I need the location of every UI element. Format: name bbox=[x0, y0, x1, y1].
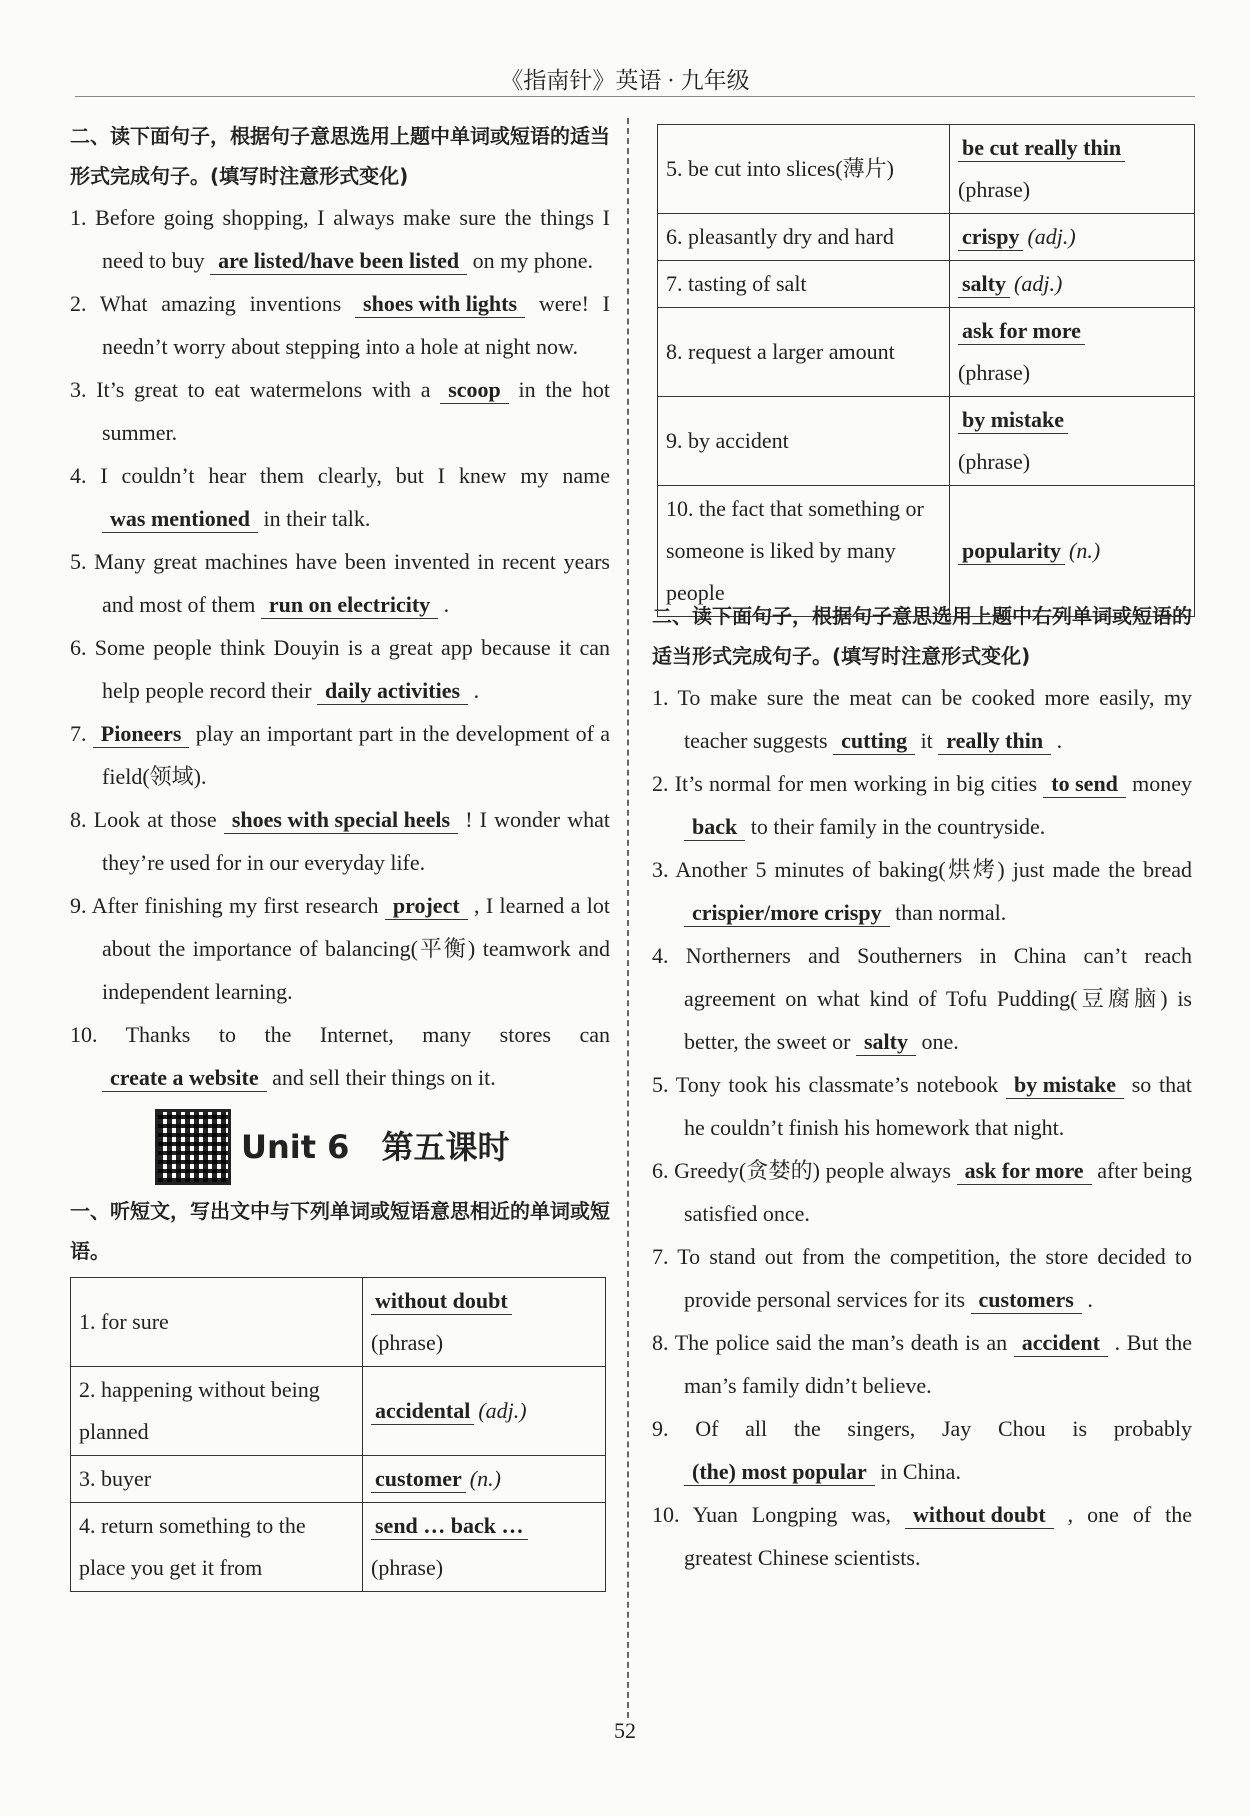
answer-blank: back bbox=[684, 814, 745, 841]
answer-blank: ask for more bbox=[957, 1158, 1092, 1185]
answer-blank: by mistake bbox=[1006, 1072, 1124, 1099]
table-row bbox=[658, 397, 1195, 486]
exercise-item bbox=[70, 884, 610, 1013]
exercise-item bbox=[652, 676, 1192, 762]
answer-cell bbox=[950, 397, 1195, 486]
item-text: . bbox=[1087, 1287, 1093, 1312]
page-number: 52 bbox=[614, 1718, 636, 1743]
item-text: 6. Some people think Douyin is a great app because it can help people record their bbox=[70, 635, 610, 703]
right-items bbox=[652, 676, 1192, 1579]
answer-blank: customers bbox=[971, 1287, 1082, 1314]
column-divider bbox=[627, 118, 629, 1718]
answer-blank: be cut really thin bbox=[958, 135, 1125, 162]
item-text: to their family in the countryside. bbox=[750, 814, 1046, 839]
table-row bbox=[71, 1456, 606, 1503]
item-text: 9. Of all the singers, Jay Chou is probably bbox=[652, 1416, 1192, 1441]
answer-blank: salty bbox=[856, 1029, 916, 1056]
item-text: money bbox=[1132, 771, 1193, 796]
item-text: 5. Tony took his classmate’s notebook bbox=[652, 1072, 999, 1097]
exercise-item bbox=[70, 196, 610, 282]
item-text: so that he couldn’t finish his homework that night. bbox=[684, 1072, 1192, 1140]
page-header: 《指南针》英语 · 九年级 bbox=[500, 68, 750, 93]
section-heading-fill-right: 二、读下面句子，根据句子意思选用上题中右列单词或短语的适当形式完成句子。(填写时注意形式变化) bbox=[652, 604, 1192, 668]
item-text: play an important part in the development of a field(领域). bbox=[102, 721, 611, 789]
item-text: 3. Another 5 minutes of baking(烘烤) just made the bread bbox=[652, 857, 1192, 882]
definition-cell: 8. request a larger amount bbox=[658, 308, 950, 397]
part-of-speech: (phrase) bbox=[958, 449, 1031, 474]
item-text: were! I needn’t worry about stepping into a hole at night now. bbox=[102, 291, 611, 359]
part-of-speech: (n.) bbox=[1069, 538, 1101, 563]
exercise-item bbox=[70, 540, 610, 626]
table-row bbox=[71, 1367, 606, 1456]
exercise-item bbox=[70, 712, 610, 798]
answer-cell bbox=[950, 308, 1195, 397]
item-text: 8. The police said the man’s death is an bbox=[652, 1330, 1008, 1355]
exercise-item bbox=[652, 1149, 1192, 1235]
item-text: 10. Yuan Longping was, bbox=[652, 1502, 892, 1527]
vocab-table-right bbox=[657, 124, 1195, 617]
answer-blank: to send bbox=[1043, 771, 1126, 798]
item-text: 2. What amazing inventions bbox=[70, 291, 342, 316]
exercise-item bbox=[652, 1407, 1192, 1493]
answer-cell bbox=[950, 214, 1195, 261]
definition-cell: 5. be cut into slices(薄片) bbox=[658, 125, 950, 214]
exercise-item bbox=[70, 626, 610, 712]
answer-blank: Pioneers bbox=[93, 721, 190, 748]
item-text: in their talk. bbox=[263, 506, 371, 531]
exercise-item bbox=[652, 934, 1192, 1063]
exercise-item bbox=[70, 454, 610, 540]
item-text: in China. bbox=[880, 1459, 961, 1484]
item-text: than normal. bbox=[895, 900, 1007, 925]
exercise-item bbox=[70, 282, 610, 368]
exercise-item bbox=[652, 1063, 1192, 1149]
part-of-speech: (n.) bbox=[469, 1466, 501, 1491]
answer-blank: salty bbox=[958, 271, 1010, 298]
item-text: . But the man’s family didn’t believe. bbox=[684, 1330, 1193, 1398]
answer-blank: accident bbox=[1014, 1330, 1108, 1357]
answer-blank: customer bbox=[371, 1466, 466, 1493]
part-of-speech: (adj.) bbox=[1014, 271, 1063, 296]
answer-blank: send … back … bbox=[371, 1513, 528, 1540]
table-row bbox=[658, 308, 1195, 397]
item-text: 7. To stand out from the competition, the store decided to provide personal services for its bbox=[652, 1244, 1192, 1312]
table-row bbox=[71, 1278, 606, 1367]
item-text: 4. I couldn’t hear them clearly, but I knew my name bbox=[70, 463, 610, 488]
item-text: 1. To make sure the meat can be cooked more easily, my teacher suggests bbox=[652, 685, 1192, 753]
answer-blank: ask for more bbox=[958, 318, 1085, 345]
answer-cell bbox=[363, 1278, 606, 1367]
definition-cell: 1. for sure bbox=[71, 1278, 363, 1367]
answer-blank: cutting bbox=[833, 728, 915, 755]
part-of-speech: (adj.) bbox=[478, 1398, 527, 1423]
answer-blank: scoop bbox=[440, 377, 509, 404]
definition-cell: 4. return something to the place you get it from bbox=[71, 1503, 363, 1592]
answer-blank: are listed/have been listed bbox=[210, 248, 467, 275]
answer-cell bbox=[363, 1367, 606, 1456]
answer-blank: crispier/more crispy bbox=[684, 900, 890, 927]
item-text: 6. Greedy(贪婪的) people always bbox=[652, 1158, 951, 1183]
definition-cell: 2. happening without being planned bbox=[71, 1367, 363, 1456]
exercise-item bbox=[652, 848, 1192, 934]
section-heading-fill: 二、读下面句子，根据句子意思选用上题中单词或短语的适当形式完成句子。(填写时注意形式变化) bbox=[70, 124, 610, 188]
answer-blank: crispy bbox=[958, 224, 1023, 251]
part-of-speech: (phrase) bbox=[371, 1330, 444, 1355]
definition-cell: 10. the fact that something or someone is liked by many people bbox=[658, 486, 950, 617]
item-text: on my phone. bbox=[472, 248, 594, 273]
part-of-speech: (phrase) bbox=[958, 177, 1031, 202]
exercise-item bbox=[70, 368, 610, 454]
answer-blank: shoes with lights bbox=[355, 291, 525, 318]
item-text: in the hot summer. bbox=[102, 377, 611, 445]
answer-blank: accidental bbox=[371, 1398, 474, 1425]
table-row bbox=[71, 1503, 606, 1592]
item-text: . bbox=[443, 592, 450, 617]
item-text: 4. Northerners and Southerners in China can’t reach agreement on what kind of Tofu Pudding(豆腐脑) is better, the sweet or bbox=[652, 943, 1192, 1054]
item-text: one. bbox=[921, 1029, 959, 1054]
answer-blank: run on electricity bbox=[261, 592, 438, 619]
exercise-item bbox=[652, 1493, 1192, 1579]
unit-header bbox=[155, 1109, 610, 1185]
exercise-item bbox=[652, 1321, 1192, 1407]
exercise-item bbox=[70, 798, 610, 884]
part-of-speech: (phrase) bbox=[371, 1555, 444, 1580]
item-text: 7. bbox=[70, 721, 87, 746]
item-text: , one of the greatest Chinese scientists. bbox=[684, 1502, 1193, 1570]
definition-cell: 6. pleasantly dry and hard bbox=[658, 214, 950, 261]
answer-blank: popularity bbox=[958, 538, 1065, 565]
answer-blank: was mentioned bbox=[102, 506, 258, 533]
item-text: ! I wonder what they’re used for in our everyday life. bbox=[102, 807, 611, 875]
item-text: 2. It’s normal for men working in big cities bbox=[652, 771, 1038, 796]
table-row bbox=[658, 125, 1195, 214]
item-text: it bbox=[920, 728, 933, 753]
vocab-table-left bbox=[70, 1277, 606, 1592]
answer-cell bbox=[950, 261, 1195, 308]
answer-blank: without doubt bbox=[371, 1288, 512, 1315]
item-text: and sell their things on it. bbox=[272, 1065, 496, 1090]
item-text: . bbox=[473, 678, 480, 703]
part-of-speech: (adj.) bbox=[1027, 224, 1076, 249]
right-column bbox=[652, 596, 1192, 1579]
left-items bbox=[70, 196, 610, 1099]
answer-blank: project bbox=[385, 893, 468, 920]
left-column bbox=[70, 116, 610, 1592]
item-text: 5. Many great machines have been invented in recent years and most of them bbox=[70, 549, 610, 617]
definition-cell: 3. buyer bbox=[71, 1456, 363, 1503]
item-text: 1. Before going shopping, I always make sure the things I need to buy bbox=[70, 205, 610, 273]
table-row bbox=[658, 261, 1195, 308]
header-rule bbox=[75, 96, 1195, 97]
qr-code-icon bbox=[155, 1109, 231, 1185]
definition-cell: 9. by accident bbox=[658, 397, 950, 486]
exercise-item bbox=[70, 1013, 610, 1099]
answer-cell bbox=[363, 1456, 606, 1503]
part-of-speech: (phrase) bbox=[958, 360, 1031, 385]
answer-blank: without doubt bbox=[905, 1502, 1054, 1529]
exercise-item bbox=[652, 1235, 1192, 1321]
section-heading-listen: 一、听短文，写出文中与下列单词或短语意思相近的单词或短语。 bbox=[70, 1199, 610, 1263]
answer-blank: by mistake bbox=[958, 407, 1068, 434]
table-row bbox=[658, 214, 1195, 261]
unit-title: Unit 6 第五课时 bbox=[241, 1127, 510, 1166]
answer-cell bbox=[950, 125, 1195, 214]
answer-blank: create a website bbox=[102, 1065, 267, 1092]
item-text: , I learned a lot about the importance of balancing(平衡) teamwork and independent learning. bbox=[102, 893, 610, 1004]
definition-cell: 7. tasting of salt bbox=[658, 261, 950, 308]
answer-blank: really thin bbox=[938, 728, 1051, 755]
item-text: after being satisfied once. bbox=[684, 1158, 1192, 1226]
item-text: 3. It’s great to eat watermelons with a bbox=[70, 377, 431, 402]
item-text: . bbox=[1056, 728, 1063, 753]
item-text: 8. Look at those bbox=[70, 807, 217, 832]
answer-blank: (the) most popular bbox=[684, 1459, 875, 1486]
exercise-item bbox=[652, 762, 1192, 848]
item-text: 9. After finishing my first research bbox=[70, 893, 379, 918]
answer-cell bbox=[363, 1503, 606, 1592]
answer-blank: shoes with special heels bbox=[224, 807, 458, 834]
item-text: 10. Thanks to the Internet, many stores can bbox=[70, 1022, 610, 1047]
answer-blank: daily activities bbox=[317, 678, 468, 705]
